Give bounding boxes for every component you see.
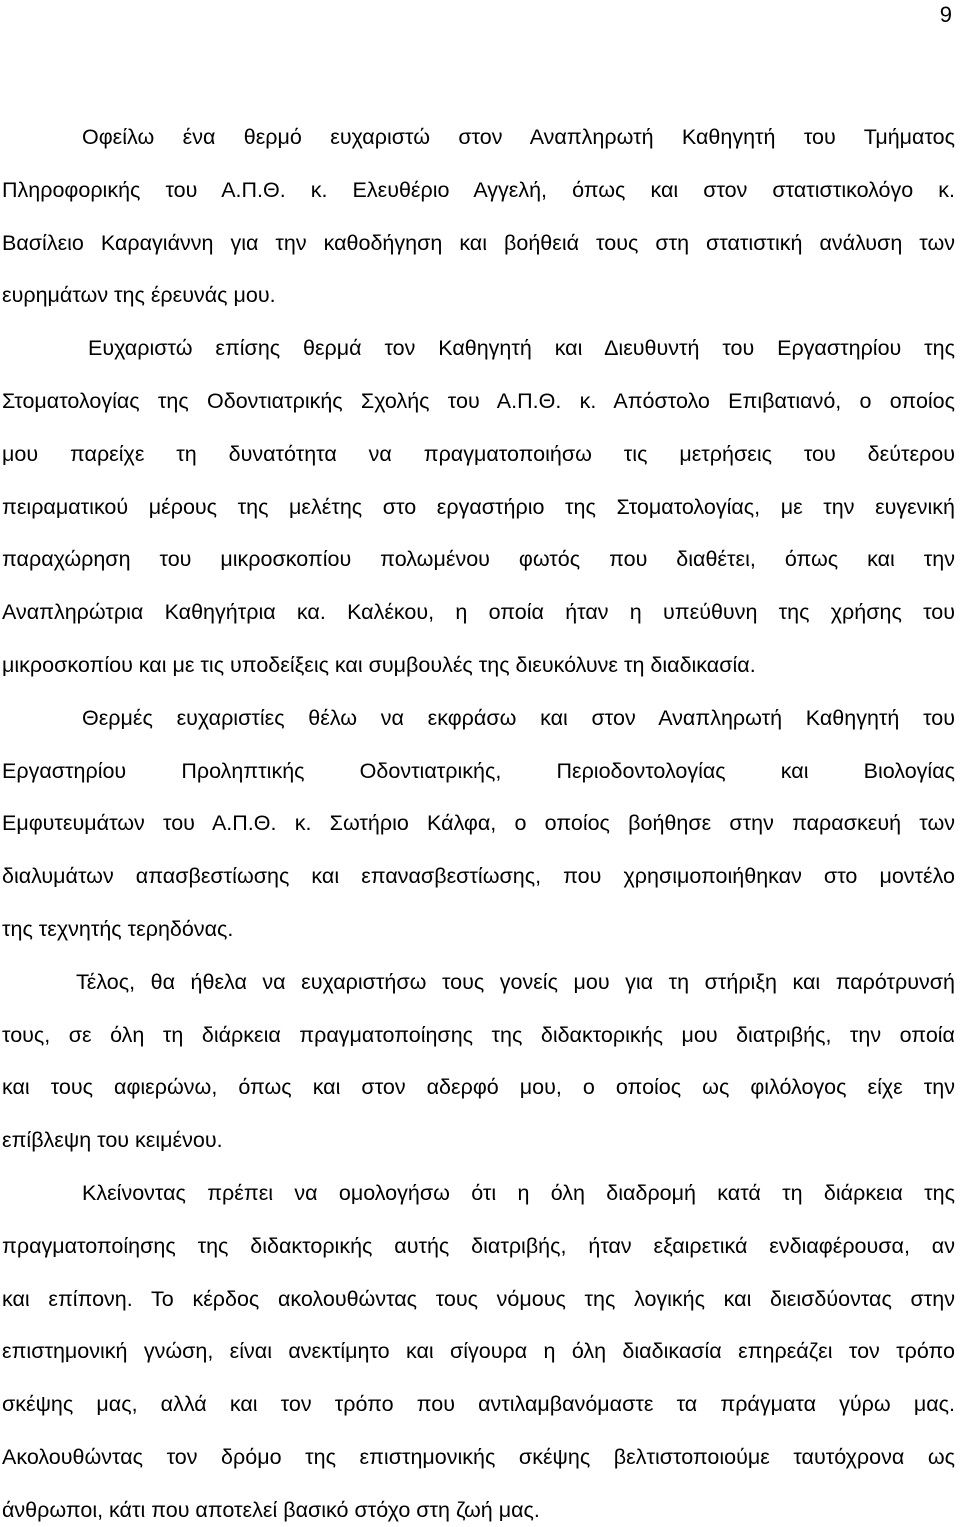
- text-line: Αναπληρώτρια Καθηγήτρια κα. Καλέκου, η οποία ήταν η υπεύθυνη της χρήσης του: [2, 600, 955, 625]
- text-line: της τεχνητής τερηδόνας.: [2, 916, 234, 941]
- text-line: Ευχαριστώ επίσης θερμά τον Καθηγητή και Διευθυντή του Εργαστηρίου της: [88, 336, 955, 361]
- text-line: Βασίλειο Καραγιάννη για την καθοδήγηση και βοήθειά τους στη στατιστική ανάλυση των: [2, 230, 955, 255]
- paragraph-acknowledgement-preventive-dentistry: [2, 702, 955, 945]
- text-line: τους, σε όλη τη διάρκεια πραγματοποίησης της διδακτορικής μου διατριβής, την οποία: [2, 1022, 955, 1047]
- text-line: διαλυμάτων απασβεστίωσης και επανασβεστίωσης, που χρησιμοποιήθηκαν στο μοντέλο: [2, 864, 955, 889]
- text-line: πειραματικού μέρους της μελέτης στο εργαστήριο της Στοματολογίας, με την ευγενική: [2, 494, 955, 519]
- text-line: ευρημάτων της έρευνάς μου.: [2, 283, 276, 308]
- text-line: και επίπονη. Το κέρδος ακολουθώντας τους νόμους της λογικής και διεισδύοντας στην: [2, 1286, 955, 1311]
- text-line: Πληροφορικής του Α.Π.Θ. κ. Ελευθέριο Αγγελή, όπως και στον στατιστικολόγο κ.: [2, 177, 955, 202]
- document-body: [2, 121, 955, 1526]
- text-line: Κλείνοντας πρέπει να ομολογήσω ότι η όλη διαδρομή κατά τη διάρκεια της: [82, 1180, 955, 1205]
- page-number: 9: [939, 2, 952, 27]
- text-line: Ακολουθώντας τον δρόμο της επιστημονικής σκέψης βελτιστοποιούμε ταυτόχρονα ως: [2, 1444, 955, 1469]
- text-line: Τέλος, θα ήθελα να ευχαριστήσω τους γονείς μου για τη στήριξη και παρότρυνσή: [76, 969, 955, 994]
- text-line: πραγματοποίησης της διδακτορικής αυτής διατριβής, ήταν εξαιρετικά ενδιαφέρουσα, αν: [2, 1233, 955, 1258]
- text-line: σκέψης μας, αλλά και τον τρόπο που αντιλαμβανόμαστε τα πράγματα γύρω μας.: [2, 1392, 955, 1417]
- text-line: Εργαστηρίου Προληπτικής Οδοντιατρικής, Περιοδοντολογίας και Βιολογίας: [2, 758, 955, 783]
- paragraph-acknowledgement-statistics: [2, 121, 955, 311]
- text-line: Στοματολογίας της Οδοντιατρικής Σχολής του Α.Π.Θ. κ. Απόστολο Επιβατιανό, ο οποίος: [2, 388, 955, 413]
- text-line: Εμφυτευμάτων του Α.Π.Θ. κ. Σωτήριο Κάλφα, ο οποίος βοήθησε στην παρασκευή των: [2, 811, 955, 836]
- text-line: Θερμές ευχαριστίες θέλω να εκφράσω και στον Αναπληρωτή Καθηγητή του: [82, 705, 955, 730]
- text-line: επίβλεψη του κειμένου.: [2, 1128, 223, 1153]
- text-line: Οφείλω ένα θερμό ευχαριστώ στον Αναπληρωτή Καθηγητή του Τμήματος: [82, 125, 955, 149]
- text-line: μικροσκοπίου και με τις υποδείξεις και συμβουλές της διευκόλυνε τη διαδικασία.: [2, 652, 756, 677]
- text-line: άνθρωποι, κάτι που αποτελεί βασικό στόχο στη ζωή μας.: [2, 1497, 540, 1522]
- text-line: και τους αφιερώνω, όπως και στον αδερφό μου, ο οποίος ως φιλόλογος είχε την: [2, 1075, 955, 1100]
- paragraph-acknowledgement-stomatology: [2, 332, 955, 681]
- text-line: μου παρείχε τη δυνατότητα να πραγματοποιήσω τις μετρήσεις του δεύτερου: [2, 441, 955, 466]
- paragraph-acknowledgement-family: [2, 966, 955, 1156]
- text-line: παραχώρηση του μικροσκοπίου πολωμένου φωτός που διαθέτει, όπως και την: [2, 547, 955, 572]
- paragraph-closing-remarks: [2, 1177, 955, 1526]
- text-line: επιστημονική γνώση, είναι ανεκτίμητο και σίγουρα η όλη διαδικασία επηρεάζει τον τρόπο: [2, 1339, 955, 1364]
